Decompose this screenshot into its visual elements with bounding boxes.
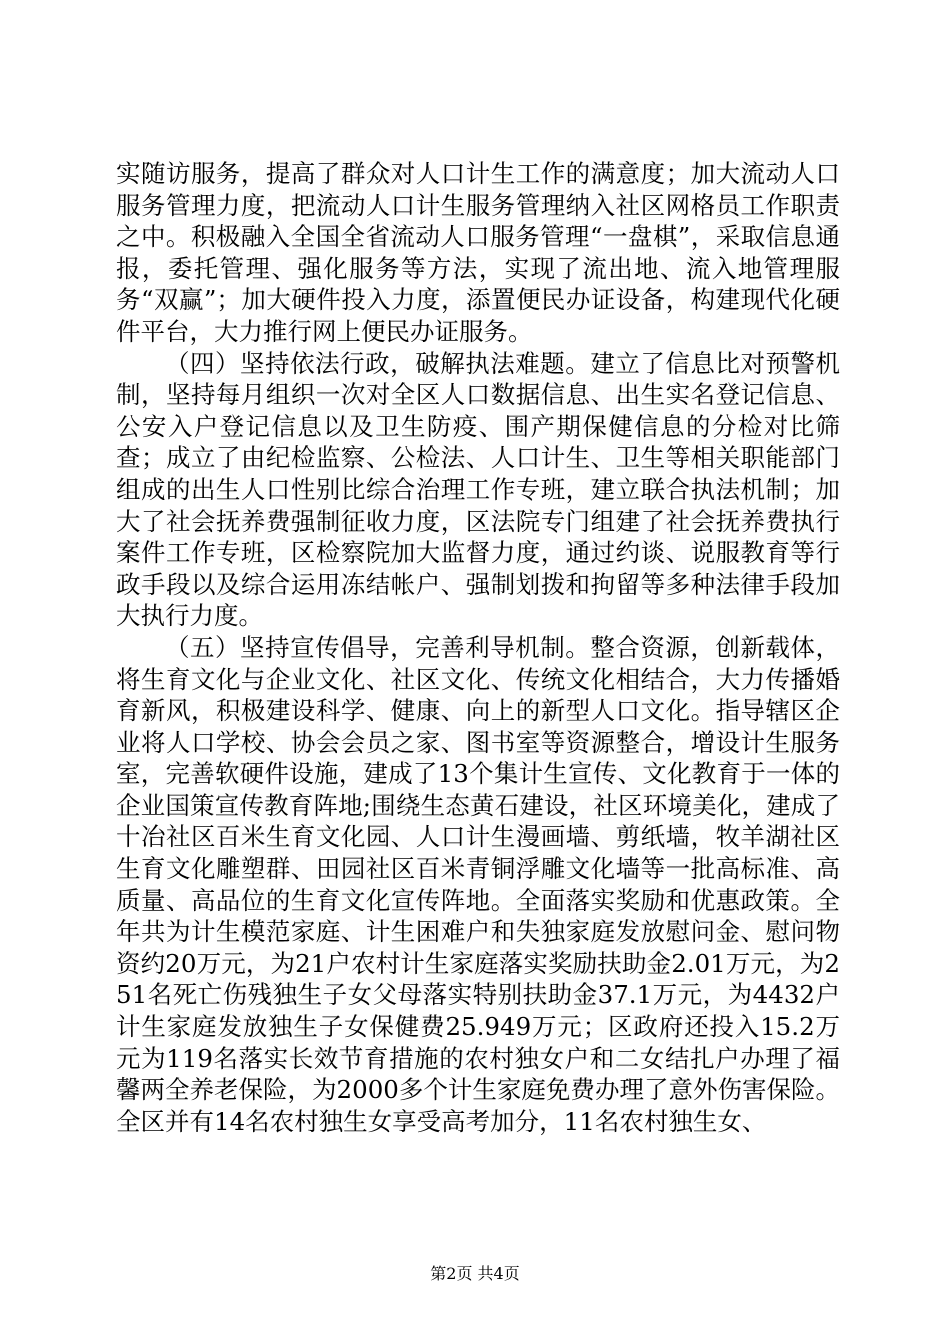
paragraph-2: （四）坚持依法行政，破解执法难题。建立了信息比对预警机制，坚持每月组织一次对全区人口数据信息、出生实名登记信息、公安入户登记信息以及卫生防疫、围产期保健信息的分检对比筛查；成立了由纪检监察、公检法、人口计生、卫生等相关职能部门组成的出生人口性别比综合治理工作专班，建立联合执法机制；加大了社会抚养费强制征收力度，区法院专门组建了社会抚养费执行案件工作专班，区检察院加大监督力度，通过约谈、说服教育等行政手段以及综合运用冻结帐户、强制划拨和拘留等多种法律手段加大执行力度。	[116, 348, 840, 631]
page-footer	[0, 1264, 950, 1284]
paragraph-1: 实随访服务，提高了群众对人口计生工作的满意度；加大流动人口服务管理力度，把流动人口计生服务管理纳入社区网格员工作职责之中。积极融入全国全省流动人口服务管理“一盘棋”，采取信息通报，委托管理、强化服务等方法，实现了流出地、流入地管理服务“双赢”；加大硬件投入力度，添置便民办证设备，构建现代化硬件平台，大力推行网上便民办证服务。	[116, 159, 840, 346]
document-body	[116, 158, 840, 1137]
paragraph-3: （五）坚持宣传倡导，完善利导机制。整合资源，创新载体，将生育文化与企业文化、社区文化、传统文化相结合，大力传播婚育新风，积极建设科学、健康、向上的新型人口文化。指导辖区企业将人口学校、协会会员之家、图书室等资源整合，增设计生服务室，完善软硬件设施，建成了13个集计生宣传、文化教育于一体的企业国策宣传教育阵地;围绕生态黄石建设，社区环境美化，建成了十冶社区百米生育文化园、人口计生漫画墙、剪纸墙，牧羊湖社区生育文化雕塑群、田园社区百米青铜浮雕文化墙等一批高标准、高质量、高品位的生育文化宣传阵地。全面落实奖励和优惠政策。全年共为计生模范家庭、计生困难户和失独家庭发放慰问金、慰问物资约20万元，为21户农村计生家庭落实奖励扶助金2.01万元，为251名死亡伤残独生子女父母落实特别扶助金37.1万元，为4432户计生家庭发放独生子女保健费25.949万元；区政府还投入15.2万元为119名落实长效节育措施的农村独女户和二女结扎户办理了福馨两全养老保险，为2000多个计生家庭免费办理了意外伤害保险。全区并有14名农村独生女享受高考加分，11名农村独生女、	[116, 632, 840, 1136]
page-number-label: 第2页 共4页	[430, 1264, 520, 1283]
